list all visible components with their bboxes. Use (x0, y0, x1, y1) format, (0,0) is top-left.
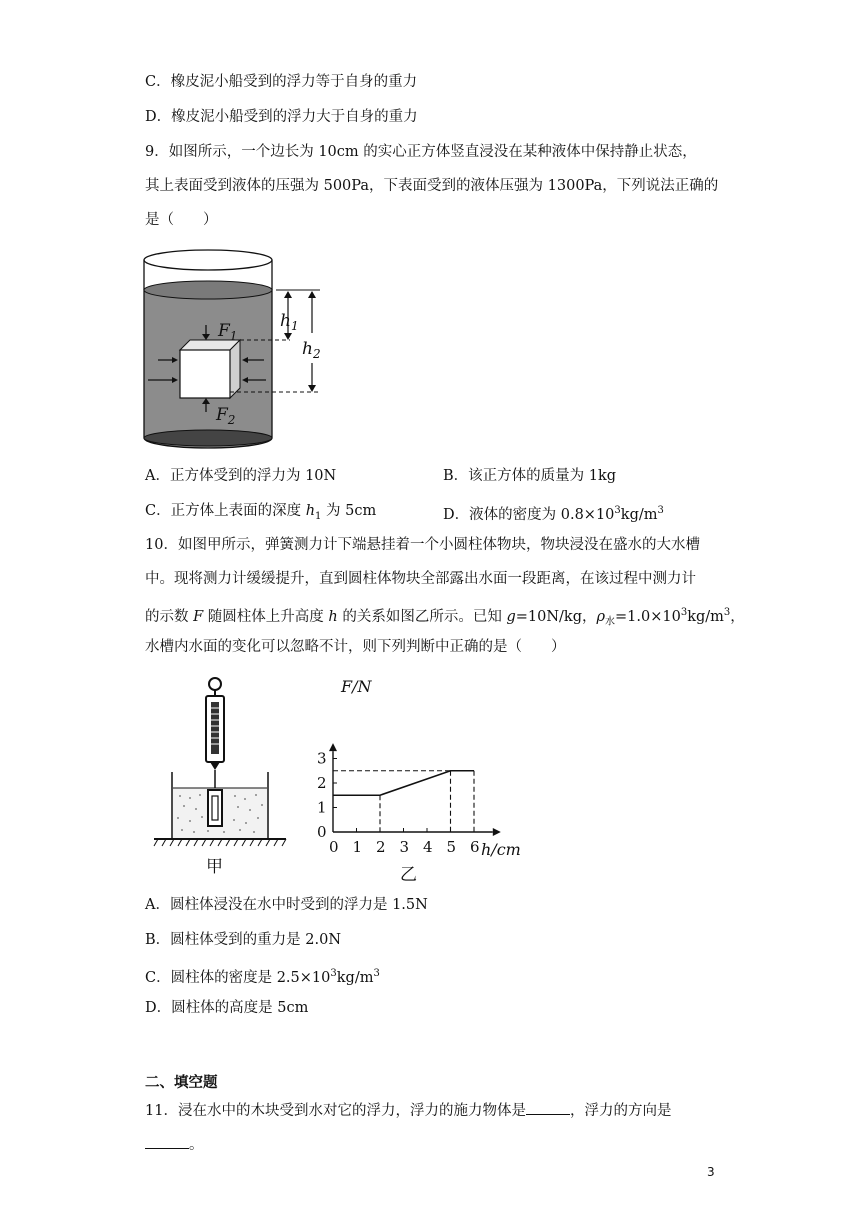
q9-stem-line2: 其上表面受到液体的压强为 500Pa，下表面受到的液体压强为 1300Pa，下列说法正确的 (145, 178, 719, 194)
q9-option-c: C．正方体上表面的深度 $h_1$ 为 5cm (145, 503, 377, 522)
chart-xlabel: h/cm (481, 840, 521, 859)
section-title-fill-in: 二、填空题 (145, 1075, 218, 1091)
chart-ylabel: F/N (341, 677, 372, 696)
chart-x-tick-label: 2 (376, 838, 386, 856)
q11-line2: 。 (145, 1134, 204, 1155)
q10-option-a: A．圆柱体浸没在水中时受到的浮力是 1.5N (145, 897, 428, 913)
q9-option-b: B．该正方体的质量为 1kg (443, 468, 617, 484)
q10-stem-line3: 的示数 F 随圆柱体上升高度 h 的关系如图乙所示。已知 g=10N/kg，$\rho_水=1.0\times 10^3kg/m^3$， (145, 607, 745, 628)
q9-stem-line1: 9．如图所示，一个边长为 10cm 的实心正方体竖直浸没在某种液体中保持静止状态， (145, 144, 697, 160)
chart-x-arrow (493, 828, 501, 836)
q10-option-d: D．圆柱体的高度是 5cm (145, 1000, 309, 1016)
q10-fig-jia-label: 甲 (206, 857, 223, 877)
chart-x-tick-label: 0 (329, 838, 339, 856)
q10-stem-line4: 水槽内水面的变化可以忽略不计，则下列判断中正确的是（ ） (145, 639, 566, 655)
chart-y-tick-label: 2 (317, 774, 327, 792)
chart-x-tick-label: 1 (352, 838, 363, 856)
chart-x-tick-label: 4 (423, 838, 433, 856)
chart-y-tick-label: 1 (317, 798, 327, 817)
chart-y-tick-label: 0 (317, 823, 327, 841)
q10-stem-line1: 10．如图甲所示，弹簧测力计下端悬挂着一个小圆柱体物块，物块浸没在盛水的大水槽 (145, 537, 700, 553)
chart-x-tick-label: 5 (446, 838, 457, 856)
q9-option-a: A．正方体受到的浮力为 10N (145, 468, 337, 484)
q9-fig-f1: $F_1$ (218, 321, 238, 343)
q9-stem-line3: 是（ ） (145, 212, 218, 228)
q11-blank-2[interactable] (145, 1134, 189, 1149)
q9-figure (140, 240, 340, 455)
chart-series-line (333, 771, 474, 796)
chart-x-tick-label: 6 (470, 838, 480, 856)
q11-blank-1[interactable] (526, 1100, 570, 1115)
q10-stem-line2: 中。现将测力计缓缓提升，直到圆柱体物块全部露出水面一段距离，在该过程中测力计 (145, 571, 696, 587)
q10-option-c: C．圆柱体的密度是 $2.5\times 10^3kg/m^3$ (145, 968, 380, 986)
q9-fig-h2: $h_2$ (302, 339, 321, 361)
chart-x-tick-label: 3 (399, 838, 410, 856)
q10-fig-yi-label: 乙 (400, 865, 417, 882)
q8-option-c: C．橡皮泥小船受到的浮力等于自身的重力 (145, 74, 418, 90)
q9-fig-f2: $F_2$ (216, 405, 236, 427)
q9-fig-h1: $h_1$ (280, 311, 299, 333)
q10-figure-jia (150, 672, 290, 877)
q11-line1: 11．浸在水中的木块受到水对它的浮力，浮力的施力物体是 ，浮力的方向是 (145, 1100, 671, 1121)
chart-y-tick-label: 3 (317, 749, 327, 768)
q9-option-d: D．液体的密度为 $0.8\times 10^3kg/m^3$ (443, 505, 664, 523)
q10-figure-yi-chart (305, 672, 535, 882)
q8-option-d: D．橡皮泥小船受到的浮力大于自身的重力 (145, 109, 418, 125)
q10-option-b: B．圆柱体受到的重力是 2.0N (145, 932, 342, 948)
chart-y-arrow (329, 743, 337, 751)
page-number: 3 (707, 1165, 715, 1179)
